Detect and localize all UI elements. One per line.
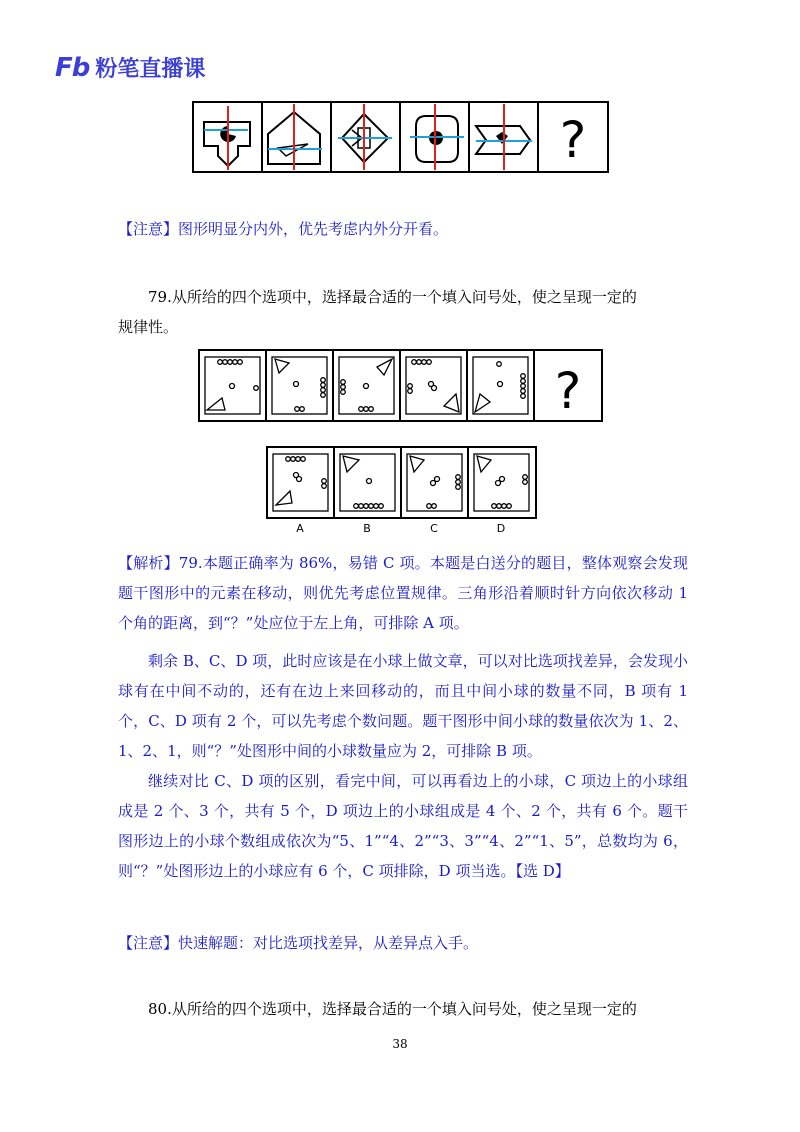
option-label-c: C	[430, 522, 438, 535]
q79-stem	[118, 282, 688, 312]
analysis-paragraph-3: 继续对比 C、D 项的区别，看完中间，可以再看边上的小球，C 项边上的小球组成是 2 个、3 个，共有 5 个，D 项边上的小球组成是 4 个、2 个，共有 6 个。题干图形边上的小球个数组成依次为“5、1”“4、2”“3、3”“4、2”“1、5”，总数均为 6，则“？”处图形边上的小球应有 6 个，C 项排除，D 项当选。【选 D】	[118, 772, 688, 880]
q78-question-mark: ?	[559, 111, 587, 169]
q79-stem-line2: 规律性。	[118, 318, 179, 336]
q79-figure-strip	[198, 348, 604, 424]
logo-text: 粉笔直播课	[95, 57, 206, 82]
q78-cell-2	[268, 104, 322, 170]
page-number: 38	[392, 1037, 408, 1051]
note-2: 【注意】快速解题：对比选项找差异，从差异点入手。	[118, 934, 479, 952]
q78-cell-5	[476, 104, 532, 170]
option-label-b: B	[363, 522, 371, 535]
analysis-paragraph-2: 剩余 B、C、D 项，此时应该是在小球上做文章，可以对比选项找差异，会发现小球有在中间不动的，还有在边上来回移动的，而且中间小球的数量不同，B 项有 1 个，C、D 项有 2 个，可以先考虑个数问题。题干图形中间小球的数量依次为 1、2、1、2、1，则“？”处图形中间的小球数量应为 2，可排除 B 项。	[118, 652, 688, 760]
q80-stem: 80.从所给的四个选项中，选择最合适的一个填入问号处，使之呈现一定的	[148, 1000, 637, 1018]
brand-logo	[55, 52, 205, 83]
q79-stem-line1: 79.从所给的四个选项中，选择最合适的一个填入问号处，使之呈现一定的	[148, 288, 637, 306]
logo-mark: Fb	[55, 52, 90, 83]
q79-question-mark: ?	[554, 362, 582, 420]
note-1: 【注意】图形明显分内外，优先考虑内外分开看。	[118, 220, 449, 238]
q78-cell-4	[410, 104, 464, 170]
option-label-a: A	[296, 522, 304, 535]
q78-cell-1	[204, 106, 250, 170]
q78-cell-3	[338, 104, 392, 170]
q78-figure-strip	[192, 100, 612, 174]
q79-options-strip	[266, 445, 538, 521]
option-label-d: D	[496, 522, 506, 535]
analysis-paragraph-1: 【解析】79.本题正确率为 86%，易错 C 项。本题是白送分的题目，整体观察会发现题干图形中的元素在移动，则优先考虑位置规律。三角形沿着顺时针方向依次移动 1 个角的距离，到“？”处应位于左上角，可排除 A 项。	[118, 554, 688, 632]
